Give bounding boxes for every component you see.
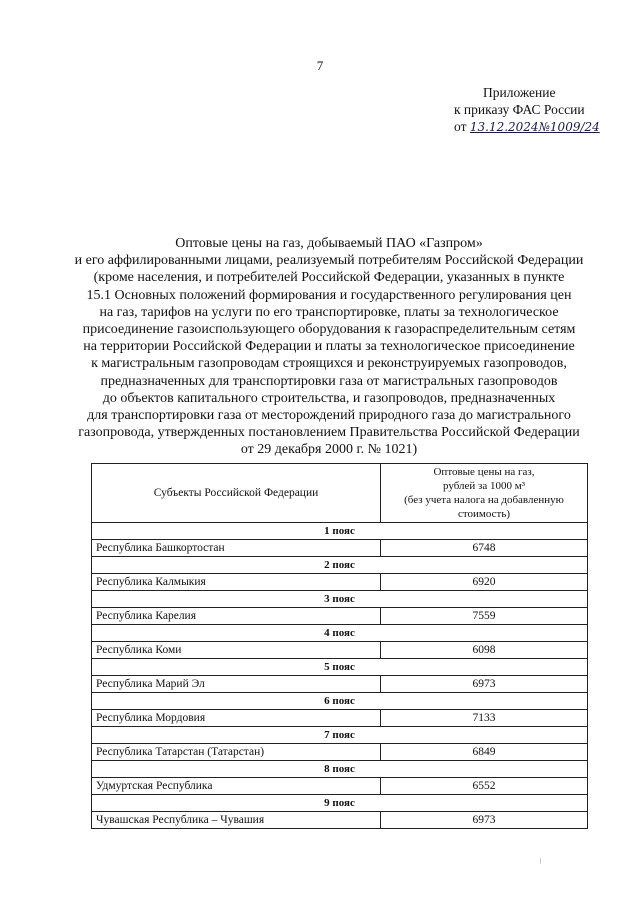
region-name: Республика Марий Эл [92,676,381,693]
price-table [91,463,588,829]
header-prices-line: стоимость) [457,508,511,520]
table-row [92,778,588,795]
region-price: 6973 [381,812,588,829]
region-price: 6748 [381,540,588,557]
zone-label: 4 пояс [92,625,588,642]
zone-row [92,795,588,812]
zone-row [92,693,588,710]
table-row [92,676,588,693]
appendix-title: Приложение [483,85,556,100]
title-line: для транспортировки газа от месторождений природного газа до магистрального [87,408,571,424]
table-header-row [92,464,588,523]
zone-label: 6 пояс [92,693,588,710]
header-prices-line: Оптовые цены на газ, [433,466,535,478]
header-prices [381,464,588,523]
region-price: 6098 [381,642,588,659]
handwritten-date-number: 13.12.2024№1009/24 [469,120,600,134]
title-line: на территории Российской Федерации и платы за технологическое присоединение [83,339,575,355]
table-row [92,710,588,727]
title-line: на газ, тарифов на услуги по его транспортировке, платы за технологическое [99,304,559,320]
table-row [92,812,588,829]
zone-label: 3 пояс [92,591,588,608]
region-price: 6973 [381,676,588,693]
zone-label: 1 пояс [92,523,588,540]
title-line: от 29 декабря 2000 г. № 1021) [240,442,418,458]
table-row [92,744,588,761]
region-name: Удмуртская Республика [92,778,381,795]
region-name: Чувашская Республика – Чувашия [92,812,381,829]
title-line: газопровода, утвержденных постановлением Правительства Российской Федерации [78,425,580,441]
region-price: 6552 [381,778,588,795]
appendix-date-line [454,118,600,136]
zone-row [92,591,588,608]
scan-mark [540,858,541,864]
zone-label: 9 пояс [92,795,588,812]
zone-label: 7 пояс [92,727,588,744]
region-name: Республика Мордовия [92,710,381,727]
region-price: 6920 [381,574,588,591]
title-line: присоединение газоиспользующего оборудования к газораспределительным сетям [82,322,576,338]
title-line: и его аффилированными лицами, реализуемый потребителям Российской Федерации [74,253,584,269]
region-price: 7559 [381,608,588,625]
zone-label: 8 пояс [92,761,588,778]
title-line: (кроме населения, и потребителей Российской Федерации, указанных в пункте [93,270,565,286]
title-line: до объектов капитального строительства, и газопроводов, предназначенных [102,390,556,406]
region-name: Республика Коми [92,642,381,659]
zone-row [92,761,588,778]
table-row [92,540,588,557]
zone-row [92,557,588,574]
table-row [92,642,588,659]
zone-row [92,625,588,642]
zone-row [92,659,588,676]
header-prices-line: рублей за 1000 м³ [442,480,526,492]
region-name: Республика Башкортостан [92,540,381,557]
table-body [92,523,588,829]
zone-row [92,523,588,540]
page-number: 7 [316,58,324,73]
title-line: Оптовые цены на газ, добываемый ПАО «Газпром» [175,236,483,251]
zone-label: 2 пояс [92,557,588,574]
appendix-block [454,84,600,136]
header-prices-line: (без учета налога на добавленную [404,494,564,506]
document-title [60,235,598,459]
appendix-order-ref: к приказу ФАС России [454,102,585,117]
region-name: Республика Калмыкия [92,574,381,591]
region-name: Республика Карелия [92,608,381,625]
title-line: 15.1 Основных положений формирования и государственного регулирования цен [86,287,572,303]
zone-label: 5 пояс [92,659,588,676]
appendix-date-prefix: от [454,119,467,134]
region-price: 6849 [381,744,588,761]
region-name: Республика Татарстан (Татарстан) [92,744,381,761]
table-row [92,574,588,591]
header-regions: Субъекты Российской Федерации [92,464,381,523]
title-line: предназначенных для транспортировки газа от магистральных газопроводов [100,373,558,389]
table-row [92,608,588,625]
zone-row [92,727,588,744]
title-line: к магистральным газопроводам строящихся и реконструируемых газопроводов, [91,356,567,372]
region-price: 7133 [381,710,588,727]
